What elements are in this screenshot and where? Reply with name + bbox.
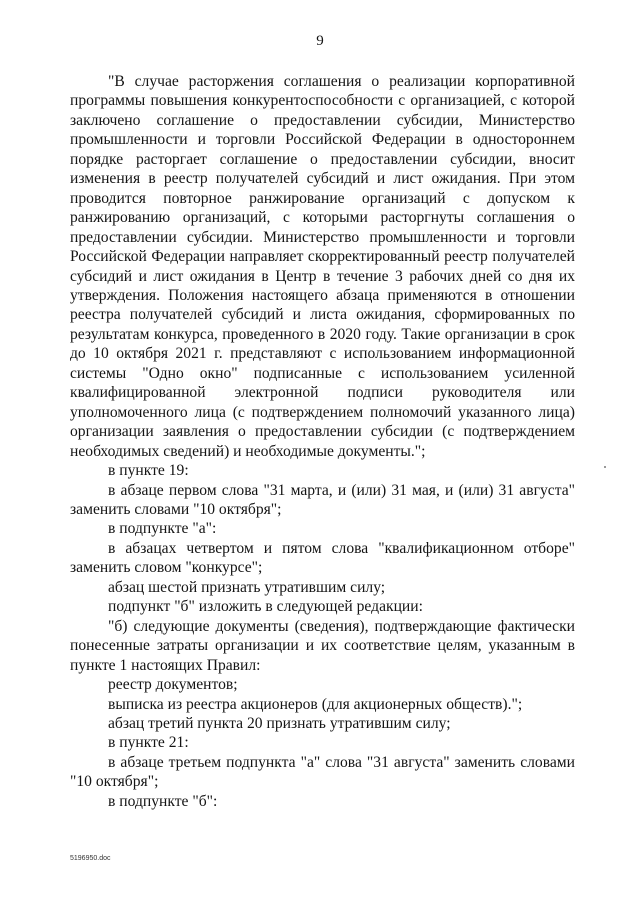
paragraph-subitem-b-text: "б) следующие документы (сведения), подтверждающие фактически понесенные затраты организации и их соответствие целям, указанным в пункте 1 настоящих Правил: — [70, 617, 575, 674]
footer-file-code: 5196950.doc — [70, 855, 111, 862]
paragraph-shareholder-extract: выписка из реестра акционеров (для акционерных обществ)."; — [108, 695, 523, 713]
page-number: 9 — [316, 33, 324, 49]
paragraph-item-21: в пункте 21: — [108, 734, 189, 752]
paragraph-abzac-6: абзац шестой признать утратившим силу; — [108, 578, 386, 596]
paragraph-subitem-b-edit: подпункт "б" изложить в следующей редакции: — [108, 598, 423, 616]
paragraph-first-abzac: в абзаце первом слова "31 марта, и (или) 31 мая, и (или) 31 августа" заменить словами "10 октября"; — [70, 481, 575, 518]
paragraph-item-21-a: в абзаце третьем подпункта "а" слова "31 августа" заменить словами "10 октября"; — [70, 753, 575, 791]
document-body — [70, 72, 575, 811]
paragraph-item-20: абзац третий пункта 20 признать утратившим силу; — [108, 714, 451, 732]
paragraph-subitem-a: в подпункте "а": — [108, 520, 217, 538]
paragraph-subitem-b: в подпункте "б": — [108, 792, 218, 810]
paragraph-document-registry: реестр документов; — [108, 676, 238, 694]
paragraph-amendment-quote: "В случае расторжения соглашения о реализации корпоративной программы повышения конкурентоспособности с организацией, с которой заключено соглашение о предоставлении субсидии, Министерство промышленности и торговли Российской Федерации в одностороннем порядке расторгает соглашение о предоставлении субсидии, вносит изменения в реестр получателей субсидий и лист ожидания. При этом проводится повторное ранжирование организаций с допуском к ранжированию организаций, с которыми расторгнуты соглашения о предоставлении субсидии. Министерство промышленности и торговли Российской Федерации направляет скорректированный реестр получателей субсидий и лист ожидания в Центр в течение 3 рабочих дней со дня их утверждения. Положения настоящего абзаца применяются в отношении реестра получателей субсидий и листа ожидания, сформированных по результатам конкурса, проведенного в 2020 году. Такие организации в срок до 10 октября 2021 г. представляют с использованием информационной системы "Одно окно" подписанные с использованием усиленной квалифицированной электронной подписи руководителя или уполномоченного лица (с подтверждением полномочий указанного лица) организации заявления о предоставлении субсидии (с подтверждением необходимых сведений) и необходимые документы."; — [70, 73, 575, 460]
paragraph-abzac-4-5: в абзацах четвертом и пятом слова "квалификационном отборе" заменить словом "конкурсе"; — [70, 539, 575, 577]
paragraph-item-19: в пункте 19: — [108, 462, 189, 480]
scan-speck — [604, 466, 606, 468]
